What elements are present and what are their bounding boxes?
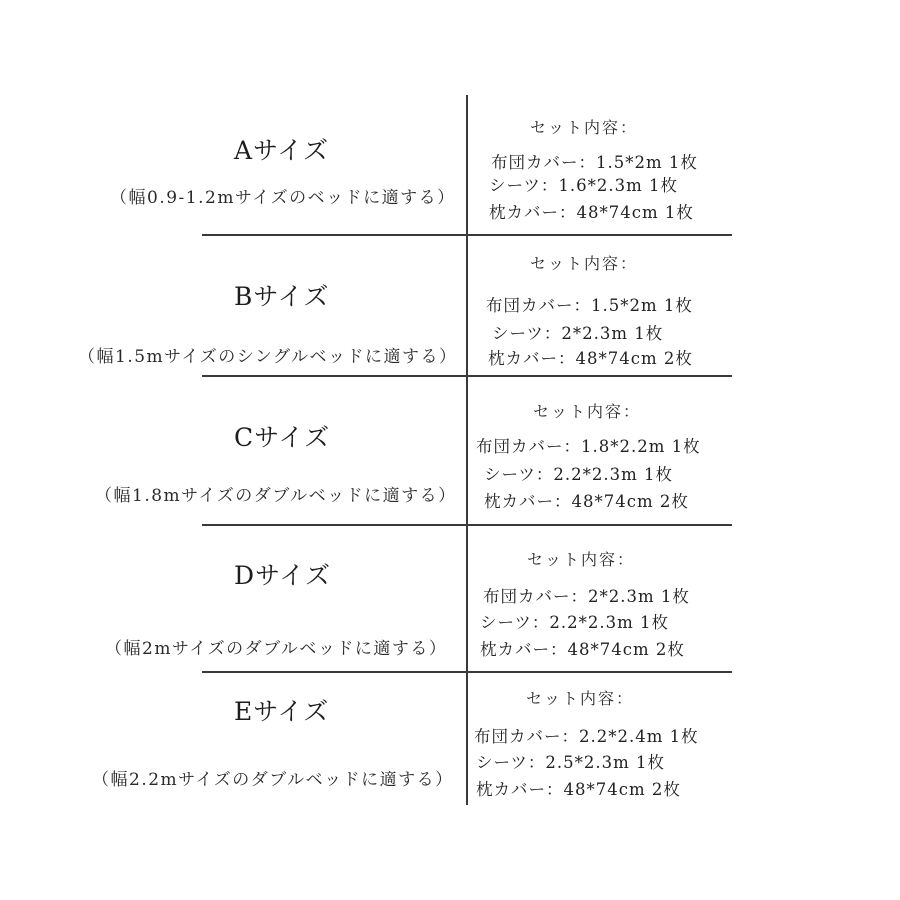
set-item-pillowcase: 枕カバー：48*74cm 1枚 [489,203,694,222]
row-divider [202,375,732,377]
row-divider [202,671,732,673]
size-note: （幅2mサイズのダブルベッドに適する） [105,639,448,659]
column-divider [466,95,468,805]
set-contents-heading: セット内容： [530,254,639,273]
set-item-duvet-cover: 布団カバー：2.2*2.4m 1枚 [474,727,699,746]
set-item-pillowcase: 枕カバー：48*74cm 2枚 [476,780,681,799]
set-contents-heading: セット内容： [527,550,636,569]
size-title: Dサイズ [234,561,332,590]
row-divider [202,234,732,236]
set-item-sheet: シーツ：1.6*2.3m 1枚 [489,176,678,195]
size-note: （幅2.2mサイズのダブルベッドに適する） [92,770,454,790]
set-item-duvet-cover: 布団カバー：2*2.3m 1枚 [483,587,690,606]
size-title: Cサイズ [234,423,331,452]
size-title: Aサイズ [234,136,330,165]
set-contents-heading: セット内容： [526,689,635,708]
set-item-sheet: シーツ：2*2.3m 1枚 [492,324,664,343]
set-contents-heading: セット内容： [533,402,642,421]
set-item-sheet: シーツ：2.2*2.3m 1枚 [484,465,673,484]
size-title: Eサイズ [234,697,330,726]
set-item-sheet: シーツ：2.5*2.3m 1枚 [476,753,665,772]
set-item-duvet-cover: 布団カバー：1.5*2m 1枚 [486,296,693,315]
set-item-pillowcase: 枕カバー：48*74cm 2枚 [480,640,685,659]
size-note: （幅1.5mサイズのシングルベッドに適する） [78,347,458,367]
set-item-sheet: シーツ：2.2*2.3m 1枚 [480,613,669,632]
set-item-duvet-cover: 布団カバー：1.5*2m 1枚 [491,153,698,172]
set-item-pillowcase: 枕カバー：48*74cm 2枚 [484,492,689,511]
size-note: （幅0.9-1.2mサイズのベッドに適する） [110,188,456,208]
size-title: Bサイズ [234,282,330,311]
row-divider [202,524,732,526]
set-item-duvet-cover: 布団カバー：1.8*2.2m 1枚 [476,437,701,456]
size-note: （幅1.8mサイズのダブルベッドに適する） [95,486,457,506]
set-item-pillowcase: 枕カバー：48*74cm 2枚 [488,349,693,368]
set-contents-heading: セット内容： [530,118,639,137]
